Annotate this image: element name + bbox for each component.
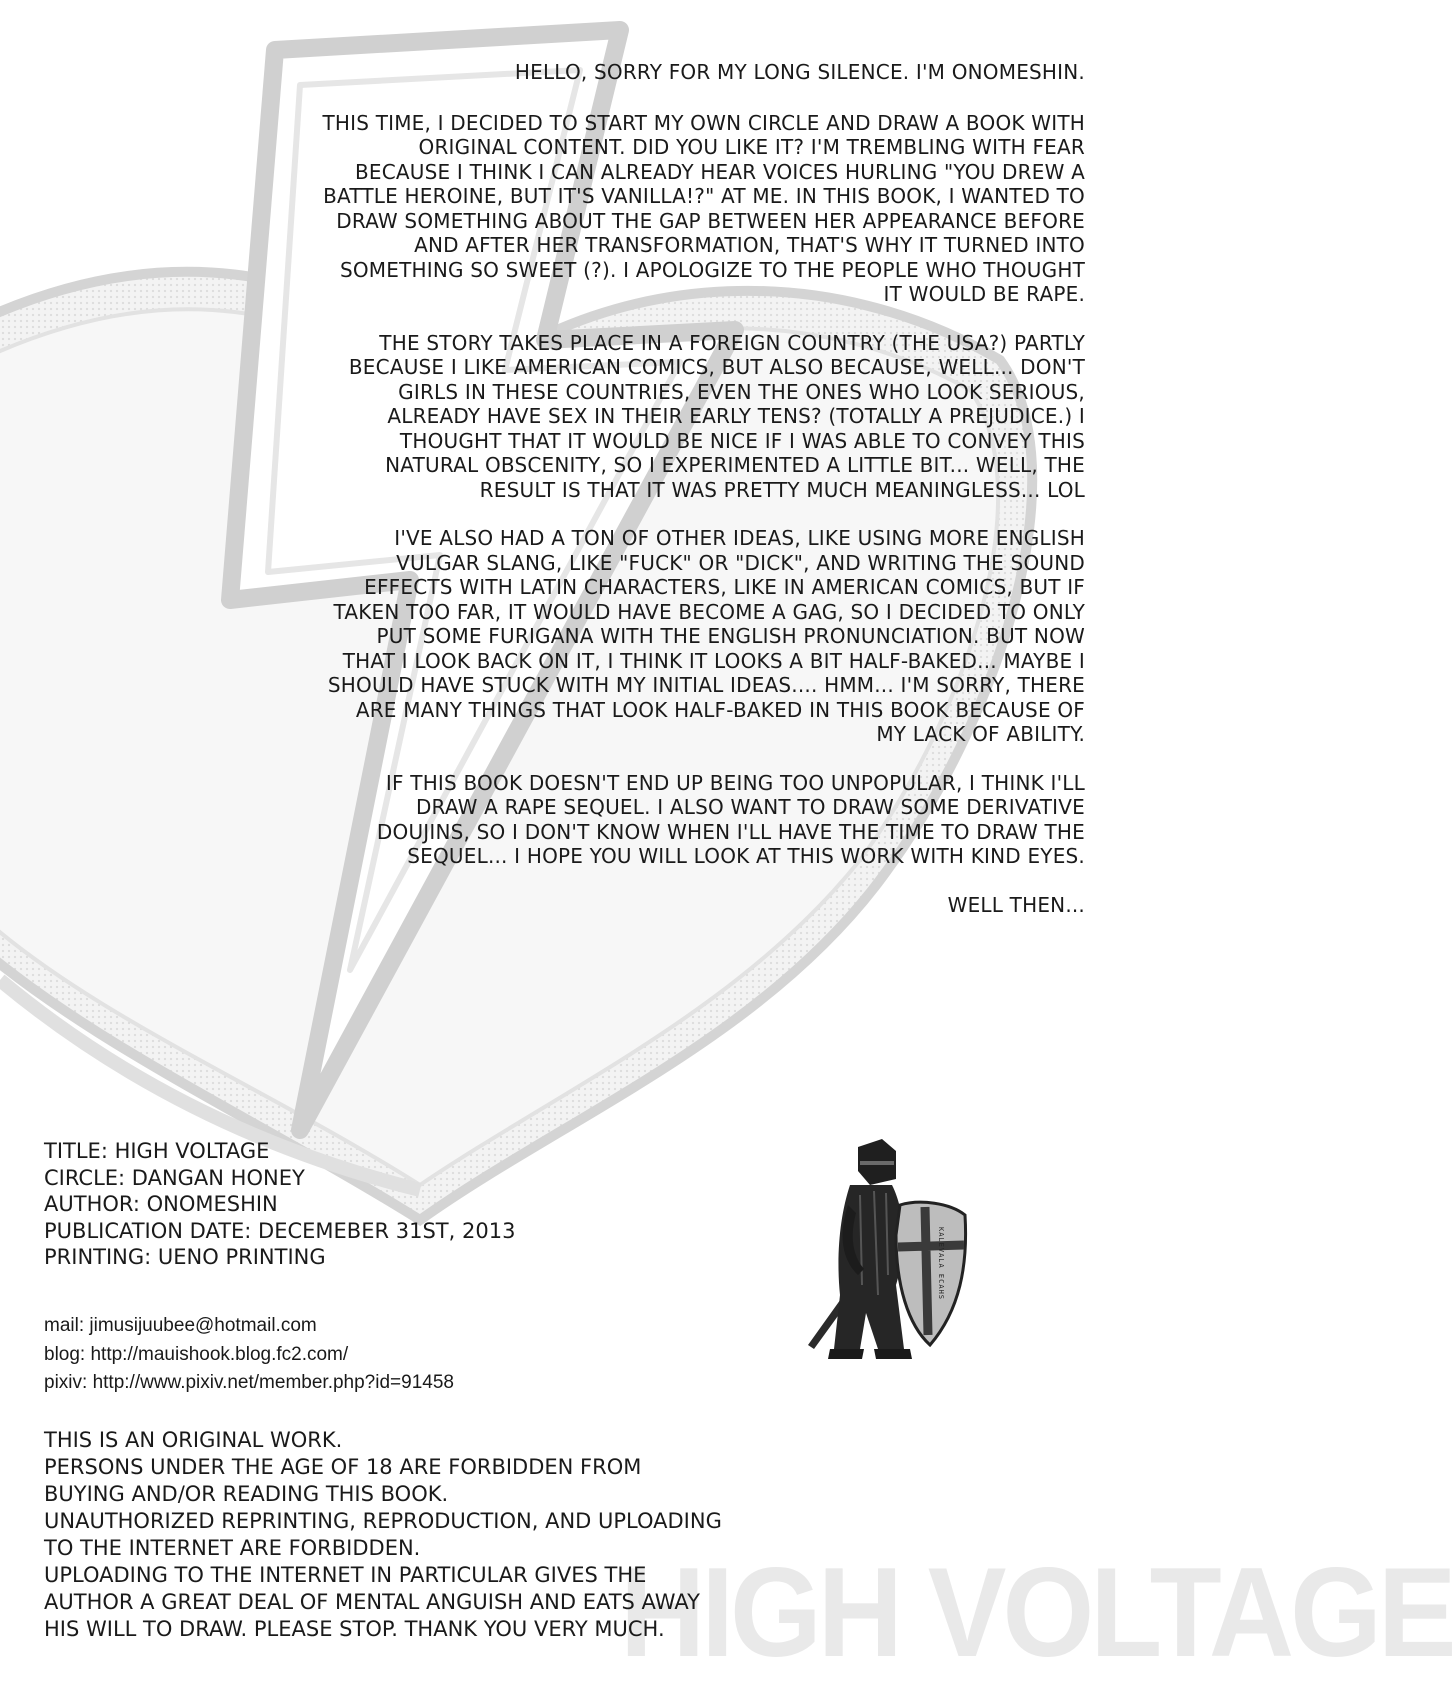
afterword-paragraph: THE STORY TAKES PLACE IN A FOREIGN COUNTRY (THE USA?) PARTLY BECAUSE I LIKE AMERICAN COMICS, BUT ALSO BECAUSE, WELL... DON'T GIRLS IN THESE COUNTRIES, EVEN THE ONES WHO LOOK SERIOUS, ALREADY HAVE SEX IN THEIR EARLY TENS? (TOTALLY A PREJUDICE.) I THOUGHT THAT IT WOULD BE NICE IF I WAS ABLE TO CONVEY THIS NATURAL OBSCENITY, SO I EXPERIMENTED A LITTLE BIT... WELL, THE RESULT IS THAT IT WAS PRETTY MUCH MEANINGLESS... LOL — [348, 330, 1085, 502]
knight-body — [834, 1185, 904, 1349]
credit-circle: CIRCLE: DANGAN HONEY — [44, 1165, 305, 1190]
notice-line: HIS WILL TO DRAW. PLEASE STOP. THANK YOU VERY MUCH. — [44, 1617, 665, 1641]
afterword-text — [320, 60, 1085, 941]
notice-line: TO THE INTERNET ARE FORBIDDEN. — [44, 1536, 421, 1560]
knight-with-shield-icon — [800, 1135, 995, 1370]
notice-line: BUYING AND/OR READING THIS BOOK. — [44, 1482, 449, 1506]
afterword-paragraph: HELLO, SORRY FOR MY LONG SILENCE. I'M ONOMESHIN. — [514, 60, 1085, 84]
watermark-text: HIGH VOLTAGE — [620, 1541, 1453, 1685]
shield-lettering: KALEVALA ECAHS — [937, 1227, 945, 1301]
notice-line: THIS IS AN ORIGINAL WORK. — [44, 1428, 343, 1452]
afterword-paragraph: I'VE ALSO HAD A TON OF OTHER IDEAS, LIKE USING MORE ENGLISH VULGAR SLANG, LIKE "FUCK" OR "DICK", AND WRITING THE SOUND EFFECTS WITH LATIN CHARACTERS, LIKE IN AMERICAN COMICS, BUT IF TAKEN TOO FAR, IT WOULD HAVE BECOME A GAG, SO I DECIDED TO ONLY PUT SOME FURIGANA WITH THE ENGLISH PRONUNCIATION. BUT NOW THAT I LOOK BACK ON IT, I THINK IT LOOKS A BIT HALF-BAKED... MAYBE I SHOULD HAVE STUCK WITH MY INITIAL IDEAS.... HMM... I'M SORRY, THERE ARE MANY THINGS THAT LOOK HALF-BAKED IN THIS BOOK BECAUSE OF MY LACK OF ABILITY. — [327, 526, 1085, 746]
colophon-credits — [44, 1138, 644, 1271]
contact-blog: blog: http://mauishook.blog.fc2.com/ — [44, 1343, 349, 1365]
credit-title: TITLE: HIGH VOLTAGE — [44, 1139, 270, 1163]
notice-line: UNAUTHORIZED REPRINTING, REPRODUCTION, AND UPLOADING — [44, 1509, 722, 1533]
notice-line: AUTHOR A GREAT DEAL OF MENTAL ANGUISH AND EATS AWAY — [44, 1590, 700, 1614]
contact-info — [44, 1312, 664, 1398]
afterword-paragraph: THIS TIME, I DECIDED TO START MY OWN CIRCLE AND DRAW A BOOK WITH ORIGINAL CONTENT. DID YOU LIKE IT? I'M TREMBLING WITH FEAR BECAUSE I THINK I CAN ALREADY HEAR VOICES HURLING "YOU DREW A BATTLE HEROINE, BUT IT'S VANILLA!?" AT ME. IN THIS BOOK, I WANTED TO DRAW SOMETHING ABOUT THE GAP BETWEEN HER APPEARANCE BEFORE AND AFTER HER TRANSFORMATION, THAT'S WHY IT TURNED INTO SOMETHING SO SWEET (?). I APOLOGIZE TO THE PEOPLE WHO THOUGHT IT WOULD BE RAPE. — [322, 110, 1085, 306]
legal-notice — [44, 1427, 804, 1643]
notice-line: PERSONS UNDER THE AGE OF 18 ARE FORBIDDEN FROM — [44, 1455, 642, 1479]
contact-mail: mail: jimusijuubee@hotmail.com — [44, 1315, 317, 1336]
credit-author: AUTHOR: ONOMESHIN — [44, 1192, 278, 1216]
credit-printing: PRINTING: UENO PRINTING — [44, 1245, 326, 1269]
notice-line: UPLOADING TO THE INTERNET IN PARTICULAR GIVES THE — [44, 1563, 647, 1587]
afterword-signoff: WELL THEN... — [947, 892, 1085, 917]
afterword-paragraph: IF THIS BOOK DOESN'T END UP BEING TOO UNPOPULAR, I THINK I'LL DRAW A RAPE SEQUEL. I ALSO WANT TO DRAW SOME DERIVATIVE DOUJINS, SO I DON'T KNOW WHEN I'LL HAVE THE TIME TO DRAW THE SEQUEL... I HOPE YOU WILL LOOK AT THIS WORK WITH KIND EYES. — [376, 770, 1085, 868]
credit-publication-date: PUBLICATION DATE: DECEMEBER 31ST, 2013 — [44, 1218, 516, 1243]
contact-pixiv: pixiv: http://www.pixiv.net/member.php?id=91458 — [44, 1372, 454, 1393]
